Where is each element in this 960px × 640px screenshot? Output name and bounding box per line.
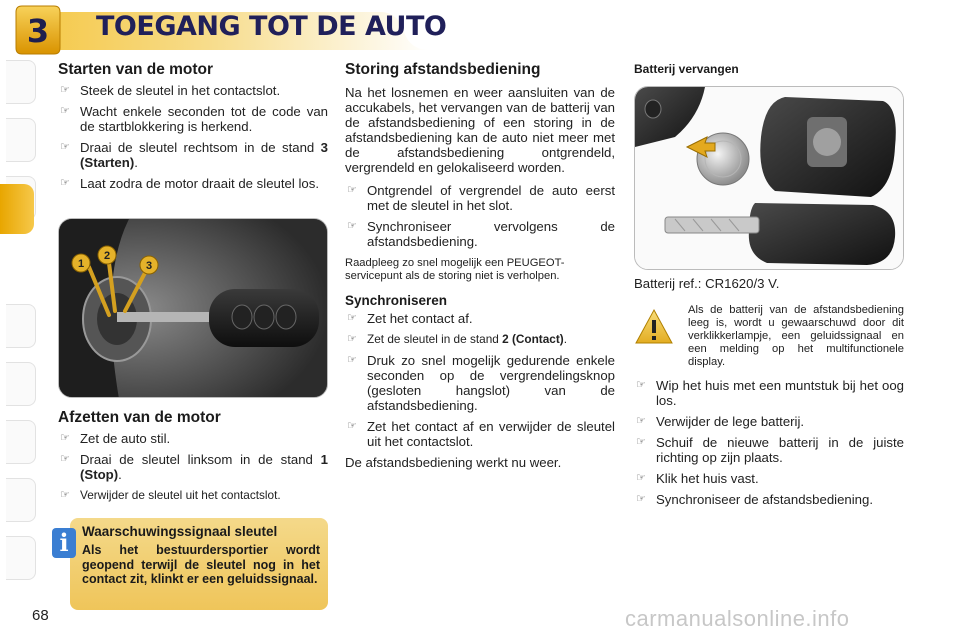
list-item: ☞ Schuif de nieuwe batterij in de juiste richting op zijn plaats. <box>636 435 904 465</box>
chapter-tab[interactable] <box>6 362 36 406</box>
battery-reference: Batterij ref.: CR1620/3 V. <box>634 276 780 291</box>
finger-pointing-icon: ☞ <box>347 220 357 232</box>
page-number: 68 <box>32 607 49 624</box>
chapter-tab-strip <box>0 60 42 580</box>
subsection-heading: Synchroniseren <box>345 293 448 308</box>
chapter-title: TOEGANG TOT DE AUTO <box>96 11 447 42</box>
chapter-tab[interactable] <box>6 536 36 580</box>
chapter-tab-active[interactable] <box>0 184 34 234</box>
remote-fault-section <box>345 62 615 470</box>
battery-section <box>634 62 904 77</box>
finger-pointing-icon: ☞ <box>347 354 357 366</box>
list-item: ☞ Zet het contact af. <box>347 311 473 326</box>
finger-pointing-icon: ☞ <box>60 84 70 96</box>
finger-pointing-icon: ☞ <box>60 453 70 465</box>
list-item: ☞ Klik het huis vast. <box>636 471 759 486</box>
list-item: ☞ Draai de sleutel linksom in de stand 1 (Stop). <box>60 452 328 482</box>
chapter-tab[interactable] <box>6 60 36 104</box>
section-heading: Starten van de motor <box>58 61 214 78</box>
caution-text: Als de batterij van de afstandsbediening leeg is, wordt u gewaarschuwd door dit verklikkerlampje, een geluidssignaal en een melding op het multifunctionele display. <box>688 304 904 368</box>
key-warning-box <box>70 518 328 610</box>
warning-heading: Waarschuwingssignaal sleutel <box>82 524 278 539</box>
finger-pointing-icon: ☞ <box>636 415 646 427</box>
svg-text:1: 1 <box>77 258 85 270</box>
intro-paragraph: Na het losnemen en weer aansluiten van de accukabels, het vervangen van de batterij van de afstandsbediening of een storing in de afstandsbediening kan de auto niet meer met de afstandsbediening ontgrendeld, vergrendeld en gelokaliseerd worden. <box>345 85 615 175</box>
chapter-tab[interactable] <box>6 478 36 522</box>
watermark: carmanualsonline.info <box>625 606 850 631</box>
finger-pointing-icon: ☞ <box>636 379 646 391</box>
finger-pointing-icon: ☞ <box>60 432 70 444</box>
svg-text:3: 3 <box>145 260 153 272</box>
list-item: ☞ Synchroniseer vervolgens de afstandsbediening. <box>347 219 615 249</box>
list-item: ☞ Zet de auto stil. <box>60 431 171 446</box>
chapter-tab[interactable] <box>6 420 36 464</box>
note-text: Raadpleeg zo snel mogelijk een PEUGEOT-servicepunt als de storing niet is verholpen. <box>345 257 565 282</box>
remote-battery-photo <box>634 86 904 270</box>
chapter-number: 3 <box>26 12 50 50</box>
section-heading: Batterij vervangen <box>634 62 739 76</box>
finger-pointing-icon: ☞ <box>636 493 646 505</box>
chapter-tab[interactable] <box>6 118 36 162</box>
position-label-1 <box>72 254 90 272</box>
list-item: ☞ Laat zodra de motor draait de sleutel los. <box>60 176 319 191</box>
info-icon: i <box>52 528 76 558</box>
finger-pointing-icon: ☞ <box>60 105 70 117</box>
finger-pointing-icon: ☞ <box>636 472 646 484</box>
warning-text: Als het bestuurdersportier wordt geopend terwijl de sleutel nog in het contact zit, klinkt er een geluidssignaal. <box>82 543 320 586</box>
list-item: ☞ Synchroniseer de afstandsbediening. <box>636 492 874 507</box>
section-heading: Storing afstandsbediening <box>345 61 541 78</box>
chapter-number-badge <box>14 4 62 56</box>
ignition-switch-photo <box>58 218 328 398</box>
chapter-tab[interactable] <box>6 304 36 348</box>
list-item: ☞ Druk zo snel mogelijk gedurende enkele seconden op de vergrendelingsknop (gesloten hangslot) van de afstandsbediening. <box>347 353 615 413</box>
section-heading: Afzetten van de motor <box>58 409 221 426</box>
finger-pointing-icon: ☞ <box>60 489 70 501</box>
position-label-3 <box>140 256 158 274</box>
list-item: ☞ Zet de sleutel in de stand 2 (Contact). <box>347 332 567 346</box>
list-item: ☞ Verwijder de sleutel uit het contactslot. <box>60 488 281 502</box>
list-item: ☞ Verwijder de lege batterij. <box>636 414 805 429</box>
finger-pointing-icon: ☞ <box>347 312 357 324</box>
finger-pointing-icon: ☞ <box>636 436 646 448</box>
list-item: ☞ Wip het huis met een muntstuk bij het oog los. <box>636 378 904 408</box>
stop-engine-section <box>58 410 328 503</box>
finger-pointing-icon: ☞ <box>347 184 357 196</box>
finger-pointing-icon: ☞ <box>347 333 357 345</box>
list-item: ☞ Zet het contact af en verwijder de sleutel uit het contactslot. <box>347 419 615 449</box>
warning-triangle-icon <box>634 308 674 346</box>
finger-pointing-icon: ☞ <box>60 141 70 153</box>
position-label-2 <box>98 246 116 264</box>
list-item: ☞ Wacht enkele seconden tot de code van de startblokkering is herkend. <box>60 104 328 134</box>
list-item: ☞ Draai de sleutel rechtsom in de stand 3 (Starten). <box>60 140 328 170</box>
outro-text: De afstandsbediening werkt nu weer. <box>345 455 562 470</box>
finger-pointing-icon: ☞ <box>347 420 357 432</box>
finger-pointing-icon: ☞ <box>60 177 70 189</box>
battery-steps <box>634 372 904 507</box>
start-engine-section <box>58 62 328 191</box>
list-item: ☞ Ontgrendel of vergrendel de auto eerst met de sleutel in het slot. <box>347 183 615 213</box>
list-item: ☞ Steek de sleutel in het contactslot. <box>60 83 281 98</box>
svg-text:2: 2 <box>103 250 111 262</box>
